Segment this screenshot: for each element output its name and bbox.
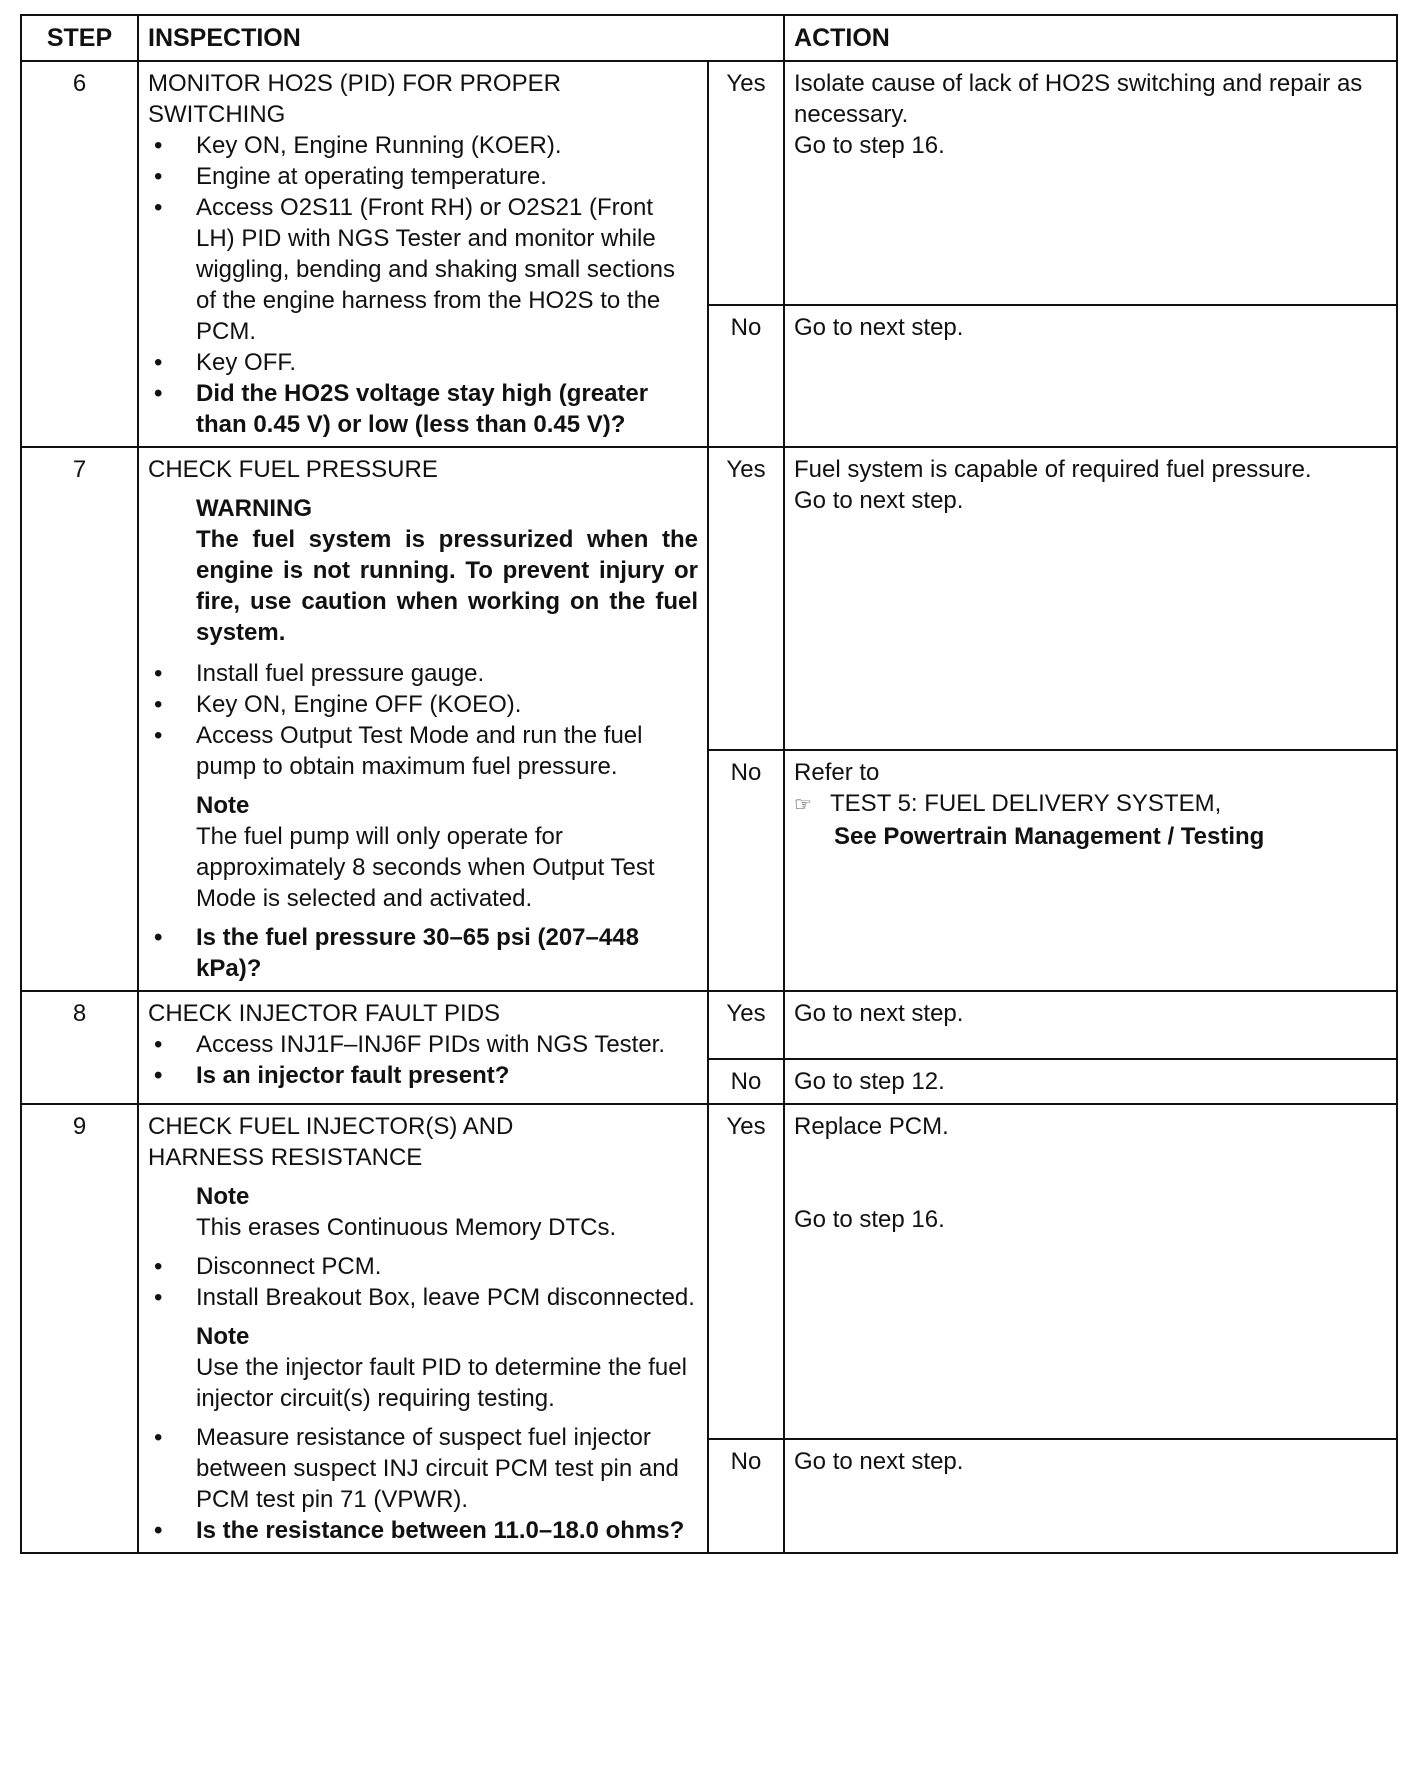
action-text: Isolate cause of lack of HO2S switching and repair as necessary. xyxy=(794,70,1363,128)
no-action: Go to next step. xyxy=(784,305,1397,447)
step-9-inspection xyxy=(138,1104,708,1553)
step-title-cont: SWITCHING xyxy=(148,101,286,128)
spacer xyxy=(794,1142,1387,1204)
no-label: No xyxy=(708,1059,784,1104)
no-action xyxy=(784,750,1397,991)
yes-action xyxy=(784,1104,1397,1439)
note-block xyxy=(196,1321,698,1414)
question: • Is the fuel pressure 30–65 psi (207–448 kPa)? xyxy=(148,922,698,984)
warning-block xyxy=(196,493,698,648)
action-goto: Go to next step. xyxy=(794,487,964,514)
step-title: CHECK INJECTOR FAULT PIDS xyxy=(148,1000,501,1027)
note-text: This erases Continuous Memory DTCs. xyxy=(196,1214,617,1241)
reference-test: TEST 5: FUEL DELIVERY SYSTEM, xyxy=(830,790,1222,817)
note-block xyxy=(196,1181,698,1243)
refer-to: Refer to xyxy=(794,759,880,786)
yes-action xyxy=(784,61,1397,305)
step-7-inspection xyxy=(138,447,708,991)
bullet-list xyxy=(148,1422,698,1546)
warning-text: The fuel system is pressurized when the engine is not running. To prevent injury or fire, use caution when working on the fuel system. xyxy=(196,526,698,646)
header-action: ACTION xyxy=(784,15,1397,61)
yes-action: Go to next step. xyxy=(784,991,1397,1059)
step-6-yes-row xyxy=(21,61,1397,305)
note-block xyxy=(196,790,698,914)
question: • Is the resistance between 11.0–18.0 ohms? xyxy=(148,1515,698,1546)
no-action: Go to next step. xyxy=(784,1439,1397,1553)
yes-label: Yes xyxy=(708,447,784,750)
note-heading: Note xyxy=(196,792,250,819)
step-7-yes-row xyxy=(21,447,1397,750)
step-number: 9 xyxy=(21,1104,138,1553)
note-heading: Note xyxy=(196,1183,250,1210)
pointing-hand-icon: ☞ xyxy=(794,794,812,816)
step-number: 7 xyxy=(21,447,138,991)
note-heading: Note xyxy=(196,1323,250,1350)
header-inspection: INSPECTION xyxy=(138,15,784,61)
warning-heading: WARNING xyxy=(196,495,312,522)
yes-label: Yes xyxy=(708,991,784,1059)
step-8-yes-row xyxy=(21,991,1397,1059)
bullet-item: • Access INJ1F–INJ6F PIDs with NGS Tester. xyxy=(148,1029,698,1060)
yes-label: Yes xyxy=(708,61,784,305)
note-text: The fuel pump will only operate for approximately 8 seconds when Output Test Mode is selected and activated. xyxy=(196,823,655,912)
question: • Did the HO2S voltage stay high (greater than 0.45 V) or low (less than 0.45 V)? xyxy=(148,378,698,440)
bullet-item: • Key ON, Engine OFF (KOEO). xyxy=(148,689,698,720)
bullet-item: • Access Output Test Mode and run the fuel pump to obtain maximum fuel pressure. xyxy=(148,720,698,782)
bullet-item: • Access O2S11 (Front RH) or O2S21 (Front LH) PID with NGS Tester and monitor while wiggling, bending and shaking small sections of the engine harness from the HO2S to the PCM. xyxy=(148,192,698,347)
yes-label: Yes xyxy=(708,1104,784,1439)
bullet-item: • Install Breakout Box, leave PCM disconnected. xyxy=(148,1282,698,1313)
bullet-item: • Measure resistance of suspect fuel injector between suspect INJ circuit PCM test pin and PCM test pin 71 (VPWR). xyxy=(148,1422,698,1515)
no-label: No xyxy=(708,750,784,991)
header-row xyxy=(21,15,1397,61)
action-goto: Go to step 16. xyxy=(794,132,945,159)
step-title: CHECK FUEL INJECTOR(S) AND xyxy=(148,1113,514,1140)
action-text: Replace PCM. xyxy=(794,1113,949,1140)
no-label: No xyxy=(708,305,784,447)
bullet-item: • Disconnect PCM. xyxy=(148,1251,698,1282)
no-label: No xyxy=(708,1439,784,1553)
diagnostic-table xyxy=(20,14,1398,1554)
yes-action xyxy=(784,447,1397,750)
bullet-list xyxy=(148,1029,698,1091)
step-number: 6 xyxy=(21,61,138,447)
step-number: 8 xyxy=(21,991,138,1104)
bullet-item: • Install fuel pressure gauge. xyxy=(148,658,698,689)
bullet-item: • Engine at operating temperature. xyxy=(148,161,698,192)
bullet-list xyxy=(148,1251,698,1313)
bullet-item: • Key OFF. xyxy=(148,347,698,378)
no-action: Go to step 12. xyxy=(784,1059,1397,1104)
step-title-cont: HARNESS RESISTANCE xyxy=(148,1144,423,1171)
bullet-list xyxy=(148,658,698,782)
step-title: MONITOR HO2S (PID) FOR PROPER xyxy=(148,70,561,97)
step-title: CHECK FUEL PRESSURE xyxy=(148,456,438,483)
action-goto: Go to step 16. xyxy=(794,1206,945,1233)
header-step: STEP xyxy=(21,15,138,61)
step-8-inspection xyxy=(138,991,708,1104)
question-list xyxy=(148,922,698,984)
reference-see: See Powertrain Management / Testing xyxy=(834,823,1265,850)
step-9-yes-row xyxy=(21,1104,1397,1439)
note-text: Use the injector fault PID to determine the fuel injector circuit(s) requiring testing. xyxy=(196,1354,687,1412)
action-text: Fuel system is capable of required fuel pressure. xyxy=(794,456,1312,483)
question: • Is an injector fault present? xyxy=(148,1060,698,1091)
reference-link[interactable] xyxy=(794,788,1387,852)
step-6-inspection xyxy=(138,61,708,447)
bullet-item: • Key ON, Engine Running (KOER). xyxy=(148,130,698,161)
bullet-list xyxy=(148,130,698,440)
